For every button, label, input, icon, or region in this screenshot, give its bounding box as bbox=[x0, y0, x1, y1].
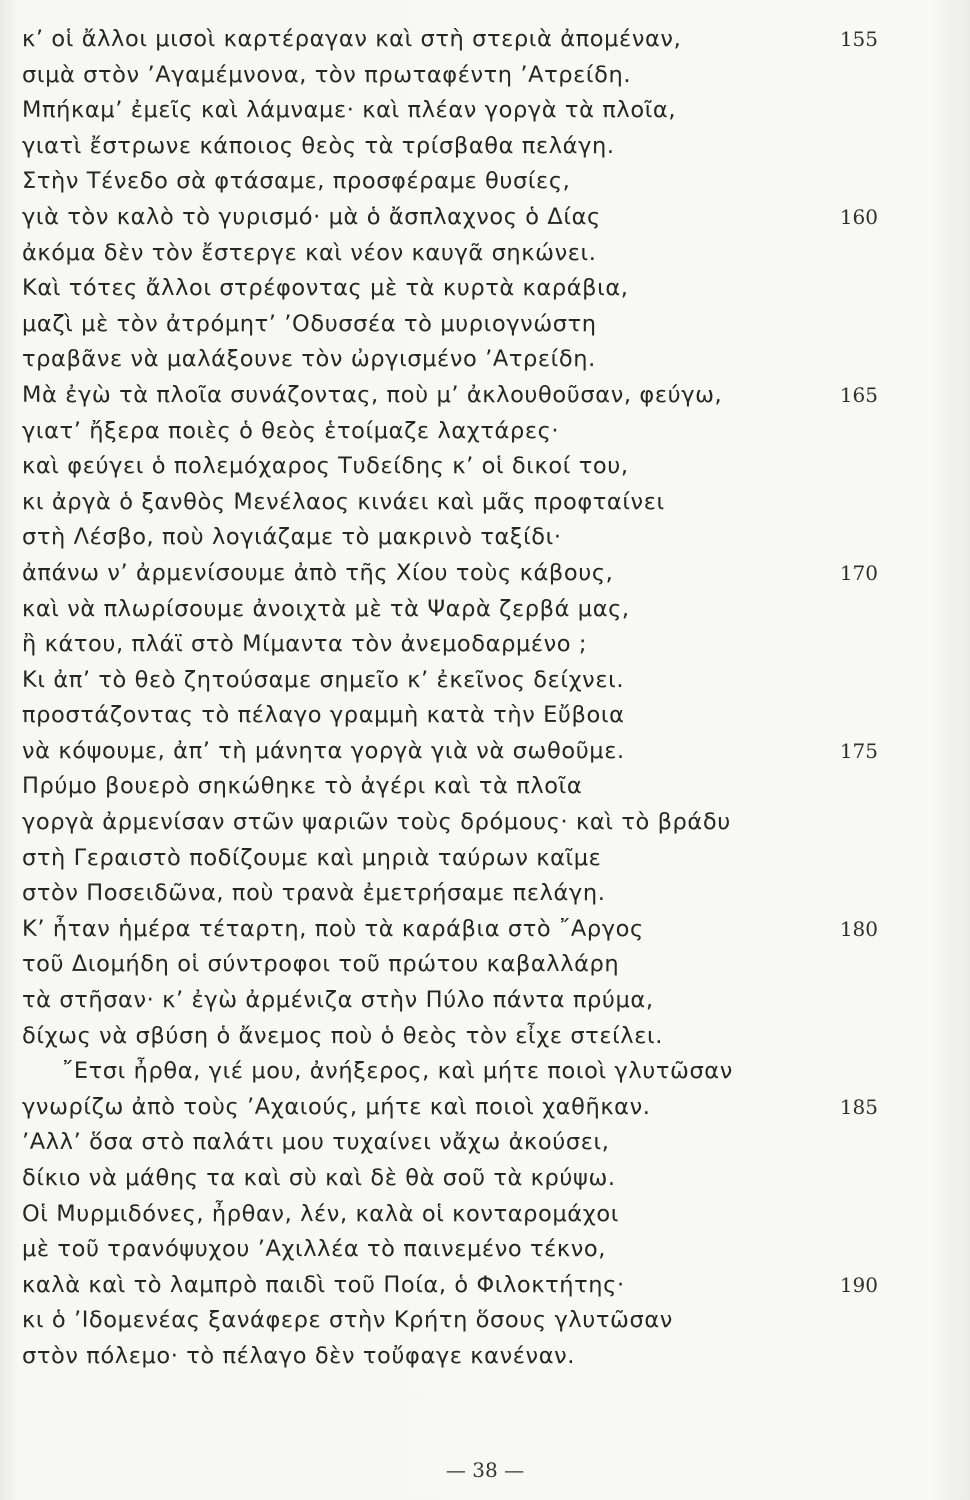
verse-line bbox=[0, 129, 970, 165]
verse-line bbox=[0, 271, 970, 307]
verse-text: κι ὁ ’Ιδομενέας ξανάφερε στὴν Κρήτη ὅσους γλυτῶσαν bbox=[22, 1307, 673, 1334]
verse-text: γοργὰ ἀρμενίσαν στῶν ψαριῶν τοὺς δρόμους· καὶ τὸ βράδυ bbox=[22, 809, 731, 836]
verse-text: δίκιο νὰ μάθης τα καὶ σὺ καὶ δὲ θὰ σοῦ τὰ κρύψω. bbox=[22, 1165, 616, 1191]
verse-text: Στὴν Τένεδο σὰ φτάσαμε, προσφέραμε θυσίες, bbox=[22, 168, 571, 195]
verse-text: καλὰ καὶ τὸ λαμπρὸ παιδὶ τοῦ Ποία, ὁ Φιλοκτήτης· bbox=[22, 1271, 625, 1298]
verse-line bbox=[0, 1232, 970, 1268]
verse-text: ἀπάνω ν’ ἀρμενίσουμε ἀπὸ τῆς Χίου τοὺς κάβους, bbox=[22, 559, 614, 586]
verse-text: Κι ἀπ’ τὸ θεὸ ζητούσαμε σημεῖο κ’ ἐκεῖνος δείχνει. bbox=[22, 666, 625, 693]
verse-text: γιατὶ ἔστρωνε κάποιος θεὸς τὰ τρίσβαθα πελάγη. bbox=[22, 132, 615, 159]
verse-line bbox=[0, 1303, 970, 1339]
verse-text: Κ’ ἦταν ἡμέρα τέταρτη, ποὺ τὰ καράβια στὸ ῎Αργος bbox=[22, 915, 644, 942]
verse-line bbox=[0, 1090, 970, 1126]
verse-text: στὸν πόλεμο· τὸ πέλαγο δὲν τοὔφαγε κανέναν. bbox=[22, 1342, 576, 1369]
verse-line bbox=[0, 22, 970, 58]
verse-text: γνωρίζω ἀπὸ τοὺς ’Αχαιούς, μήτε καὶ ποιοὶ χαθῆκαν. bbox=[22, 1093, 651, 1120]
verse-line bbox=[0, 841, 970, 877]
verse-text: Καὶ τότες ἄλλοι στρέφοντας μὲ τὰ κυρτὰ καράβια, bbox=[22, 275, 629, 302]
verse-line bbox=[0, 520, 970, 556]
line-number: 170 bbox=[839, 560, 878, 585]
line-number: 180 bbox=[839, 916, 878, 941]
verse-text: ἀκόμα δὲν τὸν ἔστεργε καὶ νέον καυγᾶ σηκώνει. bbox=[22, 239, 597, 266]
verse-text: καὶ φεύγει ὁ πολεμόχαρος Τυδείδης κ’ οἱ δικοί του, bbox=[22, 453, 629, 480]
verse-line bbox=[0, 947, 970, 983]
line-number: 190 bbox=[839, 1272, 878, 1297]
line-number: 160 bbox=[839, 204, 878, 229]
verse-line bbox=[0, 200, 970, 236]
verse-text: δίχως νὰ σβύση ὁ ἄνεμος ποὺ ὁ θεὸς τὸν εἶχε στείλει. bbox=[22, 1022, 663, 1049]
verse-line bbox=[0, 58, 970, 94]
line-number: 155 bbox=[839, 27, 878, 51]
verse-text: στὴ Λέσβο, ποὺ λογιάζαμε τὸ μακρινὸ ταξίδι· bbox=[22, 524, 562, 551]
verse-line bbox=[0, 592, 970, 628]
page-number: — 38 — bbox=[445, 1458, 525, 1482]
line-number: 175 bbox=[839, 738, 878, 763]
verse-text: Μὰ ἐγὼ τὰ πλοῖα συνάζοντας, ποὺ μ’ ἀκλουθοῦσαν, φεύγω, bbox=[22, 381, 723, 408]
verse-line bbox=[0, 1339, 970, 1375]
verse-line bbox=[0, 164, 970, 200]
verse-text: κ’ οἱ ἄλλοι μισοὶ καρτέραγαν καὶ στὴ στεριὰ ἀπομέναν, bbox=[22, 26, 682, 52]
verse-text: σιμὰ στὸν ’Αγαμέμνονα, τὸν πρωταφέντη ’Ατρείδη. bbox=[22, 61, 632, 88]
verse-line bbox=[0, 1268, 970, 1304]
verse-line bbox=[0, 663, 970, 699]
verse-text: ’Αλλ’ ὅσα στὸ παλάτι μου τυχαίνει νἄχω ἀκούσει, bbox=[22, 1129, 610, 1156]
verse-line bbox=[0, 912, 970, 948]
verse-text: τὰ στῆσαν· κ’ ἐγὼ ἀρμένιζα στὴν Πύλο πάντα πρύμα, bbox=[22, 987, 654, 1014]
verse-line bbox=[0, 449, 970, 485]
verse-text: Οἱ Μυρμιδόνες, ἦρθαν, λέν, καλὰ οἱ κονταρομάχοι bbox=[22, 1200, 619, 1227]
verse-line bbox=[0, 1197, 970, 1233]
verse-line bbox=[0, 93, 970, 129]
verse-line bbox=[0, 307, 970, 343]
verse-text: γιατ’ ἤξερα ποιὲς ὁ θεὸς ἑτοίμαζε λαχτάρες· bbox=[22, 417, 560, 444]
verse-text: Μπήκαμ’ ἐμεῖς καὶ λάμναμε· καὶ πλέαν γοργὰ τὰ πλοῖα, bbox=[22, 97, 677, 124]
verse-text: νὰ κόψουμε, ἀπ’ τὴ μάνητα γοργὰ γιὰ νὰ σωθοῦμε. bbox=[22, 737, 625, 764]
verse-text: στὴ Γεραιστὸ ποδίζουμε καὶ μηριὰ ταύρων καῖμε bbox=[22, 844, 602, 871]
verse-line bbox=[0, 876, 970, 912]
verse-text: καὶ νὰ πλωρίσουμε ἀνοιχτὰ μὲ τὰ Ψαρὰ ζερβά μας, bbox=[22, 595, 630, 622]
verse-line bbox=[0, 556, 970, 592]
verse-line bbox=[0, 1125, 970, 1161]
verse-text: μαζὶ μὲ τὸν ἀτρόμητ’ ’Οδυσσέα τὸ μυριογνώστη bbox=[22, 310, 597, 337]
verse-line bbox=[0, 414, 970, 450]
verse-text: ῎Ετσι ἦρθα, γιέ μου, ἀνήξερος, καὶ μήτε ποιοὶ γλυτῶσαν bbox=[62, 1058, 733, 1085]
verse-line bbox=[0, 236, 970, 272]
verse-line bbox=[0, 485, 970, 521]
verse-text: τραβᾶνε νὰ μαλάξουνε τὸν ὠργισμένο ’Ατρείδη. bbox=[22, 346, 596, 373]
verse-text: τοῦ Διομήδη οἱ σύντροφοι τοῦ πρώτου καβαλλάρη bbox=[22, 951, 620, 978]
verse-text: κι ἀργὰ ὁ ξανθὸς Μενέλαος κινάει καὶ μᾶς προφταίνει bbox=[22, 488, 665, 515]
verse-line bbox=[0, 1161, 970, 1197]
poem-text-block bbox=[0, 22, 970, 1375]
verse-line bbox=[0, 342, 970, 378]
verse-text: στὸν Ποσειδῶνα, ποὺ τρανὰ ἐμετρήσαμε πελάγη. bbox=[22, 880, 606, 907]
verse-text: προστάζοντας τὸ πέλαγο γραμμὴ κατὰ τὴν Εὔβοια bbox=[22, 702, 625, 729]
line-number: 165 bbox=[839, 382, 878, 407]
verse-text: Πρύμο βουερὸ σηκώθηκε τὸ ἀγέρι καὶ τὰ πλοῖα bbox=[22, 773, 583, 800]
verse-line bbox=[0, 1019, 970, 1055]
verse-line bbox=[0, 627, 970, 663]
verse-line bbox=[0, 698, 970, 734]
verse-line bbox=[0, 805, 970, 841]
verse-line bbox=[0, 769, 970, 805]
verse-text: γιὰ τὸν καλὸ τὸ γυρισμό· μὰ ὁ ἄσπλαχνος ὁ Δίας bbox=[22, 203, 601, 230]
verse-line bbox=[0, 734, 970, 770]
verse-line bbox=[0, 1054, 970, 1090]
verse-text: μὲ τοῦ τρανόψυχου ’Αχιλλέα τὸ παινεμένο τέκνο, bbox=[22, 1236, 607, 1263]
verse-line bbox=[0, 983, 970, 1019]
verse-text: ἢ κάτου, πλάϊ στὸ Μίμαντα τὸν ἀνεμοδαρμένο ; bbox=[22, 631, 588, 658]
verse-line bbox=[0, 378, 970, 414]
line-number: 185 bbox=[839, 1094, 878, 1119]
